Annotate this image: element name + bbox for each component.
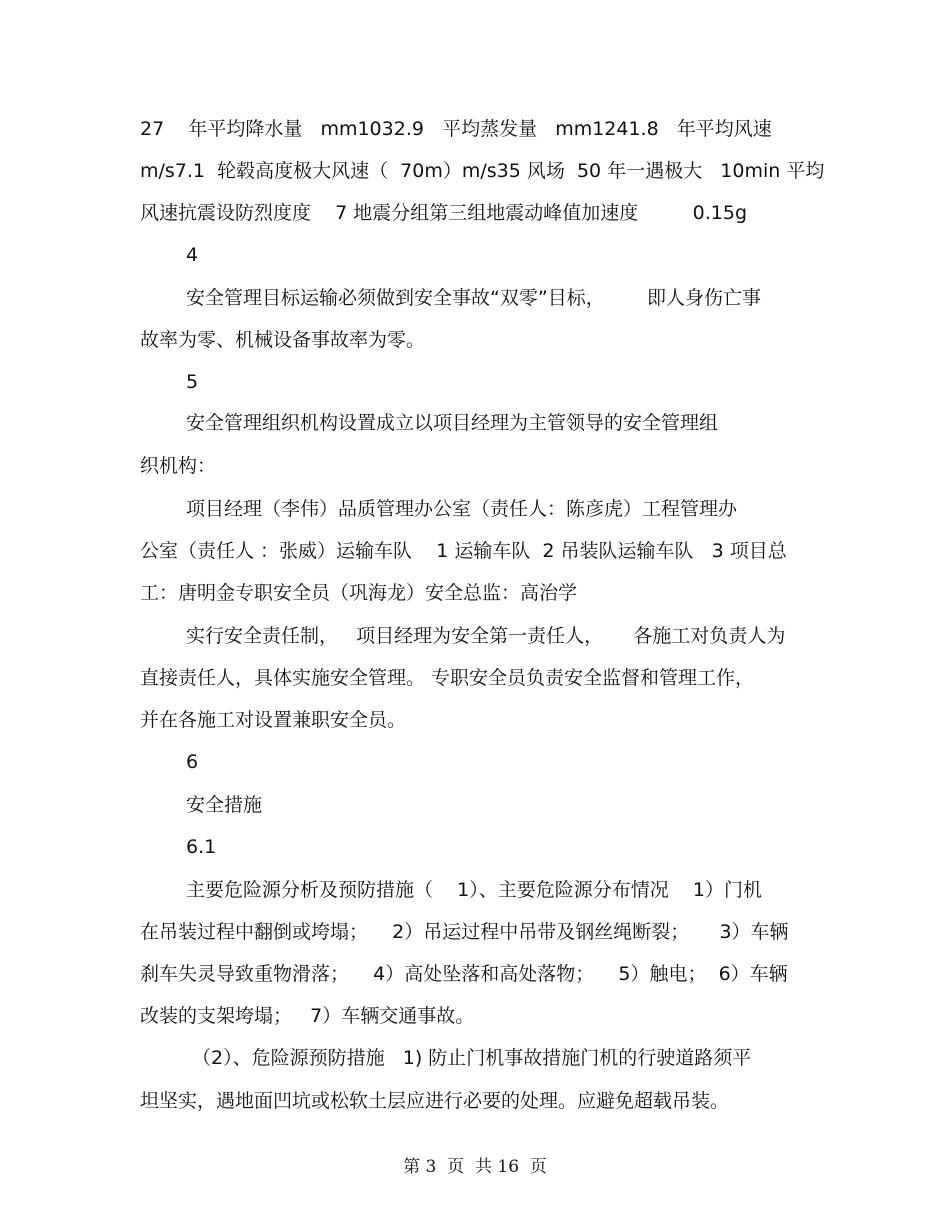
text-line: 在吊装过程中翻倒或垮塌； 2）吊运过程中吊带及钢丝绳断裂； 3）车辆 — [140, 921, 789, 943]
section-number: 6 — [186, 751, 199, 773]
text-line: 风速抗震设防烈度度 7 地震分组第三组地震动峰值加速度 0.15g — [140, 202, 748, 224]
text-line: 实行安全责任制， 项目经理为安全第一责任人， 各施工对负责人为 — [186, 625, 786, 647]
text-line: 公室（责任人 ：张威）运输车队 1 运输车队 2 吊装队运输车队 3 项目总 — [140, 540, 787, 562]
text-line: 坦坚实，遇地面凹坑或松软土层应进行必要的处理。应避免超载吊装。 — [140, 1090, 730, 1112]
text-line: 刹车失灵导致重物滑落； 4）高处坠落和高处落物； 5）触电； 6）车辆 — [140, 963, 788, 985]
text-line: （2）、危险源预防措施 1) 防止门机事故措施门机的行驶道路须平 — [186, 1047, 752, 1069]
text-line: 直接责任人，具体实施安全管理。 专职安全员负责安全监督和管理工作， — [140, 667, 755, 689]
text-line: 安全管理目标运输必须做到安全事故“双零”目标， 即人身伤亡事 — [186, 287, 761, 309]
section-number: 5 — [186, 371, 199, 393]
page-footer: 第 3 页 共 16 页 — [403, 1157, 547, 1177]
text-line: 并在各施工对设置兼职安全员。 — [140, 709, 407, 731]
text-line: 主要危险源分析及预防措施（ 1）、主要危险源分布情况 1）门机 — [186, 879, 762, 901]
section-number: 4 — [186, 244, 199, 266]
text-line: 织机构： — [140, 455, 217, 477]
section-heading: 安全措施 — [186, 794, 263, 816]
text-line: 改装的支架垮塌； 7）车辆交通事故。 — [140, 1005, 475, 1027]
text-line: 项目经理（李伟）品质管理办公室（责任人：陈彦虎）工程管理办 — [186, 498, 738, 520]
text-line: 27 年平均降水量 mm1032.9 平均蒸发量 mm1241.8 年平均风速 — [140, 118, 772, 140]
text-line: 工：唐明金专职安全员（巩海龙）安全总监：高治学 — [140, 582, 578, 604]
text-line: 故率为零、机械设备事故率为零。 — [140, 329, 426, 351]
section-number: 6.1 — [186, 836, 217, 858]
text-line: 安全管理组织机构设置成立以项目经理为主管领导的安全管理组 — [186, 412, 719, 434]
text-line: m/s7.1 轮毂高度极大风速（ 70m）m/s35 风场 50 年一遇极大 10min 平均 — [140, 160, 825, 182]
